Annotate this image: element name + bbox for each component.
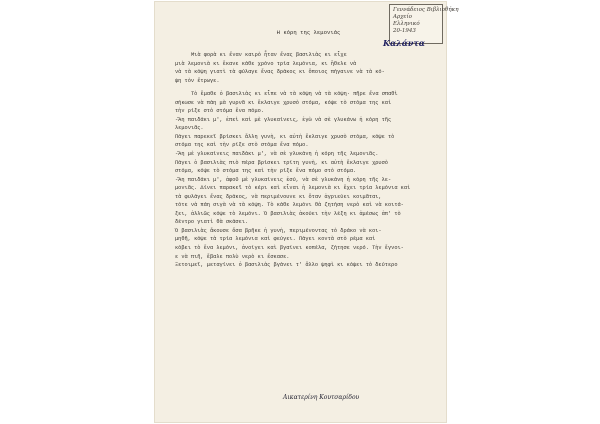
text-line: σήκωσε νὰ πάη μὰ γυρνᾶ κι ἔκλαιγε χρυσὸ στόμα, κόψε τὸ στόμα της καὶ — [175, 99, 392, 106]
text-line: δέντρο γιατὶ θὰ σκάσει. — [175, 219, 249, 226]
text-line: τὰ φυλάγει ἕνας δράκος, νὰ περιμένουνε κι ὅταν ἀγριεύει κοιμᾶται, — [175, 193, 382, 200]
text-line: -Ἄη παιδάκι μ', ἐπεὶ καὶ μὲ γλυκαίνεις, ἐγὼ νὰ σὲ γλυκάνω ἡ κόρη τῆς — [175, 116, 392, 123]
text-line: στόμα της καὶ τὴν ρίξε στὸ στόμα ἕνα πόμο. — [175, 142, 309, 149]
text-line: λεμονιᾶς. — [175, 125, 204, 132]
text-line: ε νὰ πιῆ, ἔβαλε πολὺ νερὸ κι ἔσκασε. — [175, 253, 290, 260]
text-line: μιὰ λεμονιὰ κι ἔκανε κάθε χρόνο τρία λεμόνια, κι ἤθελε νὰ — [175, 60, 357, 67]
text-line: τὴν ρίξε στὸ στόμα ἕνα πόμο. — [175, 108, 265, 115]
body-text — [175, 51, 431, 270]
stamp-line: Γεννάδειος Βιβλιοθήκη — [393, 7, 459, 13]
text-line: ψη τὸν ἔτρωγε. — [175, 77, 220, 84]
text-line: στόμα, κόψε τὸ στόμα της καὶ τὴν ρίξε ἕνα πόμο στὸ στόμα. — [175, 168, 357, 175]
text-line: ξει, ἀλλιῶς κόψε τὸ λεμόνι. Ὁ βασιλιὰς ἀκούει τὴν λέξη κι ἀμέσως ἀπ' τὸ — [175, 210, 401, 217]
stamp-line: 20-1943 — [393, 28, 416, 34]
stamp-line: Αρχείο — [393, 14, 412, 20]
document-title-text: Η κόρη της λεμονιάς — [276, 29, 341, 36]
text-line: Τὸ ἔμαθε ὁ βασιλιὰς κι εἶπε νὰ τὰ κόψη νὰ τὰ κόψη· πῆρε ἕνα σπαθὶ — [191, 91, 398, 98]
text-line: νὰ τὰ κόψη γιατὶ τὰ φύλαγε ἕνας δράκος κι ὅποιος πήγαινε νὰ τὰ κό- — [175, 69, 385, 76]
text-line: κόβει τὸ ἕνα λεμόνι, ἀνοίγει καὶ βγαίνει κοπέλα, ζήτησε νερό. Τὴν ἔγνοι- — [175, 245, 404, 252]
manuscript-page — [155, 2, 459, 422]
text-line: τότε νὰ πάη σιγὰ νὰ τὰ κόψη. Τὸ κάθε λεμόνι θὰ ζητήση νερὸ καὶ νὰ κοιτά- — [175, 202, 404, 209]
text-line: μηθῆ, κόψε τὰ τρία λεμόνια καὶ φεύγει. Πάγει κοντὰ στὸ ρέμα καὶ — [175, 236, 376, 243]
stamp-line: Ελληνικό — [393, 21, 420, 27]
handwritten-signature: Αικατερίνη Κουτσαρίδου — [283, 394, 360, 401]
text-line: Πάγει ὁ βασιλιὰς πιὸ πέρα βρίσκει τρίτη γυνὴ, κι αὐτὴ ἔκλαιγε χρυσὸ — [175, 159, 388, 166]
text-line: Μιὰ φορὰ κι ἕναν καιρὸ ἦταν ἕνας βασιλιὰς κι εἶχε — [191, 52, 347, 58]
text-line: -Ἄη μὲ γλυκαίνεις παιδάκι μ', νὰ σὲ γλυκάνη ἡ κόρη τῆς λεμονιᾶς. — [175, 151, 379, 158]
text-line: Πάγει παρεκεῖ βρίσκει ἄλλη γυνὴ, κι αὐτὴ ἔκλαιγε χρυσὸ στόμα, κόψε τὸ — [175, 133, 395, 140]
text-line: Ξετοιμεῖ, μεταγίνει ὁ βασιλιὰς βγάνει τ' ἄλλο ψηφὶ κι κόψει τὸ δεύτερο — [175, 262, 398, 269]
handwritten-annotation: Καλάντα — [383, 38, 425, 48]
text-line: μονιᾶς. Δίνει παρακεῖ τὸ κέρι καὶ εἶναι ἡ λεμονιὰ κι ἔχει τρία λεμόνια καὶ — [175, 185, 411, 192]
text-line: Ὁ βασιλιὰς ἄκουσε ὅσα βρῆκε ἡ γυνὴ, περιμένοντας τὸ δράκο νὰ κοι- — [175, 227, 382, 234]
text-line: -Ἄη παιδάκι μ', ἀφοῦ μὲ γλυκαίνεις ἐσύ, νὰ σὲ γλυκάνη ἡ κόρη τῆς λε- — [175, 176, 392, 183]
document-title — [155, 29, 446, 36]
